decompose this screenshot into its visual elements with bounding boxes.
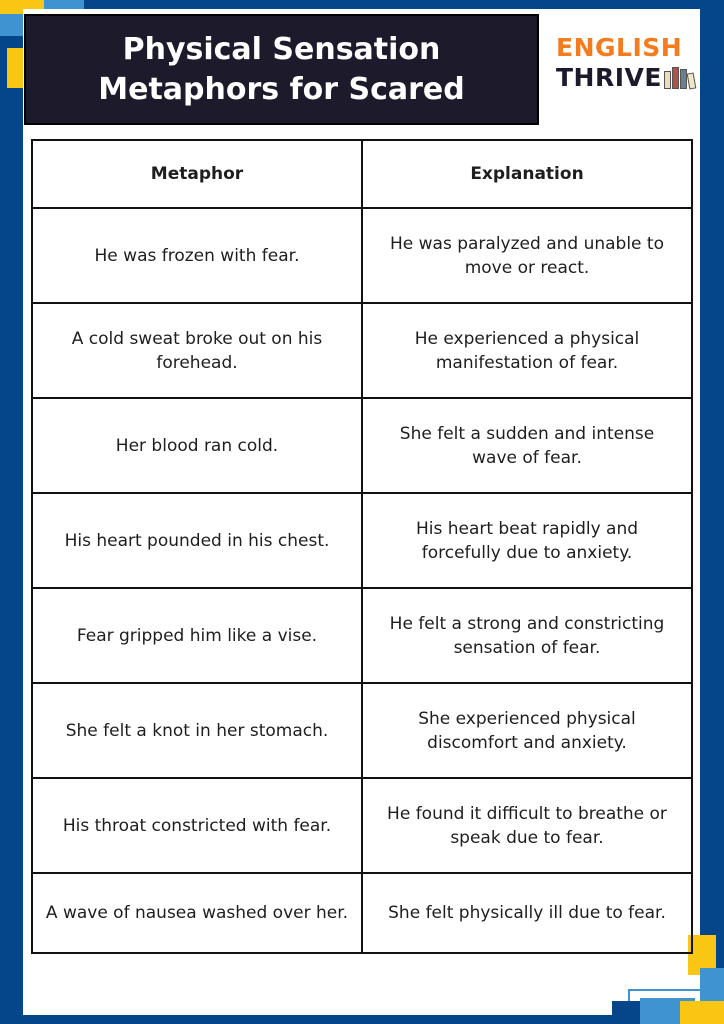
metaphor-cell: He was frozen with fear. [32, 208, 362, 303]
column-header-metaphor: Metaphor [32, 140, 362, 208]
explanation-cell: His heart beat rapidly and forcefully due to anxiety. [362, 493, 692, 588]
explanation-cell: He felt a strong and constricting sensation of fear. [362, 588, 692, 683]
metaphor-cell: Fear gripped him like a vise. [32, 588, 362, 683]
table-row [32, 398, 692, 493]
metaphor-cell: His throat constricted with fear. [32, 778, 362, 873]
explanation-cell: He experienced a physical manifestation of fear. [362, 303, 692, 398]
table-row [32, 683, 692, 778]
table-row [32, 588, 692, 683]
table-row [32, 208, 692, 303]
explanation-cell: She felt a sudden and intense wave of fear. [362, 398, 692, 493]
table-row [32, 778, 692, 873]
column-header-explanation: Explanation [362, 140, 692, 208]
metaphor-cell: A cold sweat broke out on his forehead. [32, 303, 362, 398]
deco-block-yellow-bottom [680, 1001, 724, 1024]
deco-block-darkblue-bottom [612, 1001, 642, 1024]
metaphor-table [31, 139, 693, 954]
explanation-cell: He was paralyzed and unable to move or react. [362, 208, 692, 303]
brand-logo [556, 33, 696, 99]
table-row [32, 303, 692, 398]
deco-block-lightblue-left [0, 14, 24, 36]
table-row [32, 873, 692, 953]
metaphor-cell: His heart pounded in his chest. [32, 493, 362, 588]
logo-text-thrive-row [556, 63, 696, 93]
table-header-row [32, 140, 692, 208]
explanation-cell: She felt physically ill due to fear. [362, 873, 692, 953]
metaphor-cell: Her blood ran cold. [32, 398, 362, 493]
metaphor-cell: A wave of nausea washed over her. [32, 873, 362, 953]
explanation-cell: He found it difficult to breathe or speak due to fear. [362, 778, 692, 873]
logo-text-thrive: THRIVE [556, 63, 662, 92]
books-icon [664, 67, 696, 89]
metaphor-cell: She felt a knot in her stomach. [32, 683, 362, 778]
title-banner [24, 14, 539, 125]
deco-block-yellow-left [7, 48, 24, 88]
page-title: Physical Sensation Metaphors for Scared [98, 31, 465, 107]
table-row [32, 493, 692, 588]
explanation-cell: She experienced physical discomfort and anxiety. [362, 683, 692, 778]
logo-text-english: ENGLISH [556, 33, 683, 62]
